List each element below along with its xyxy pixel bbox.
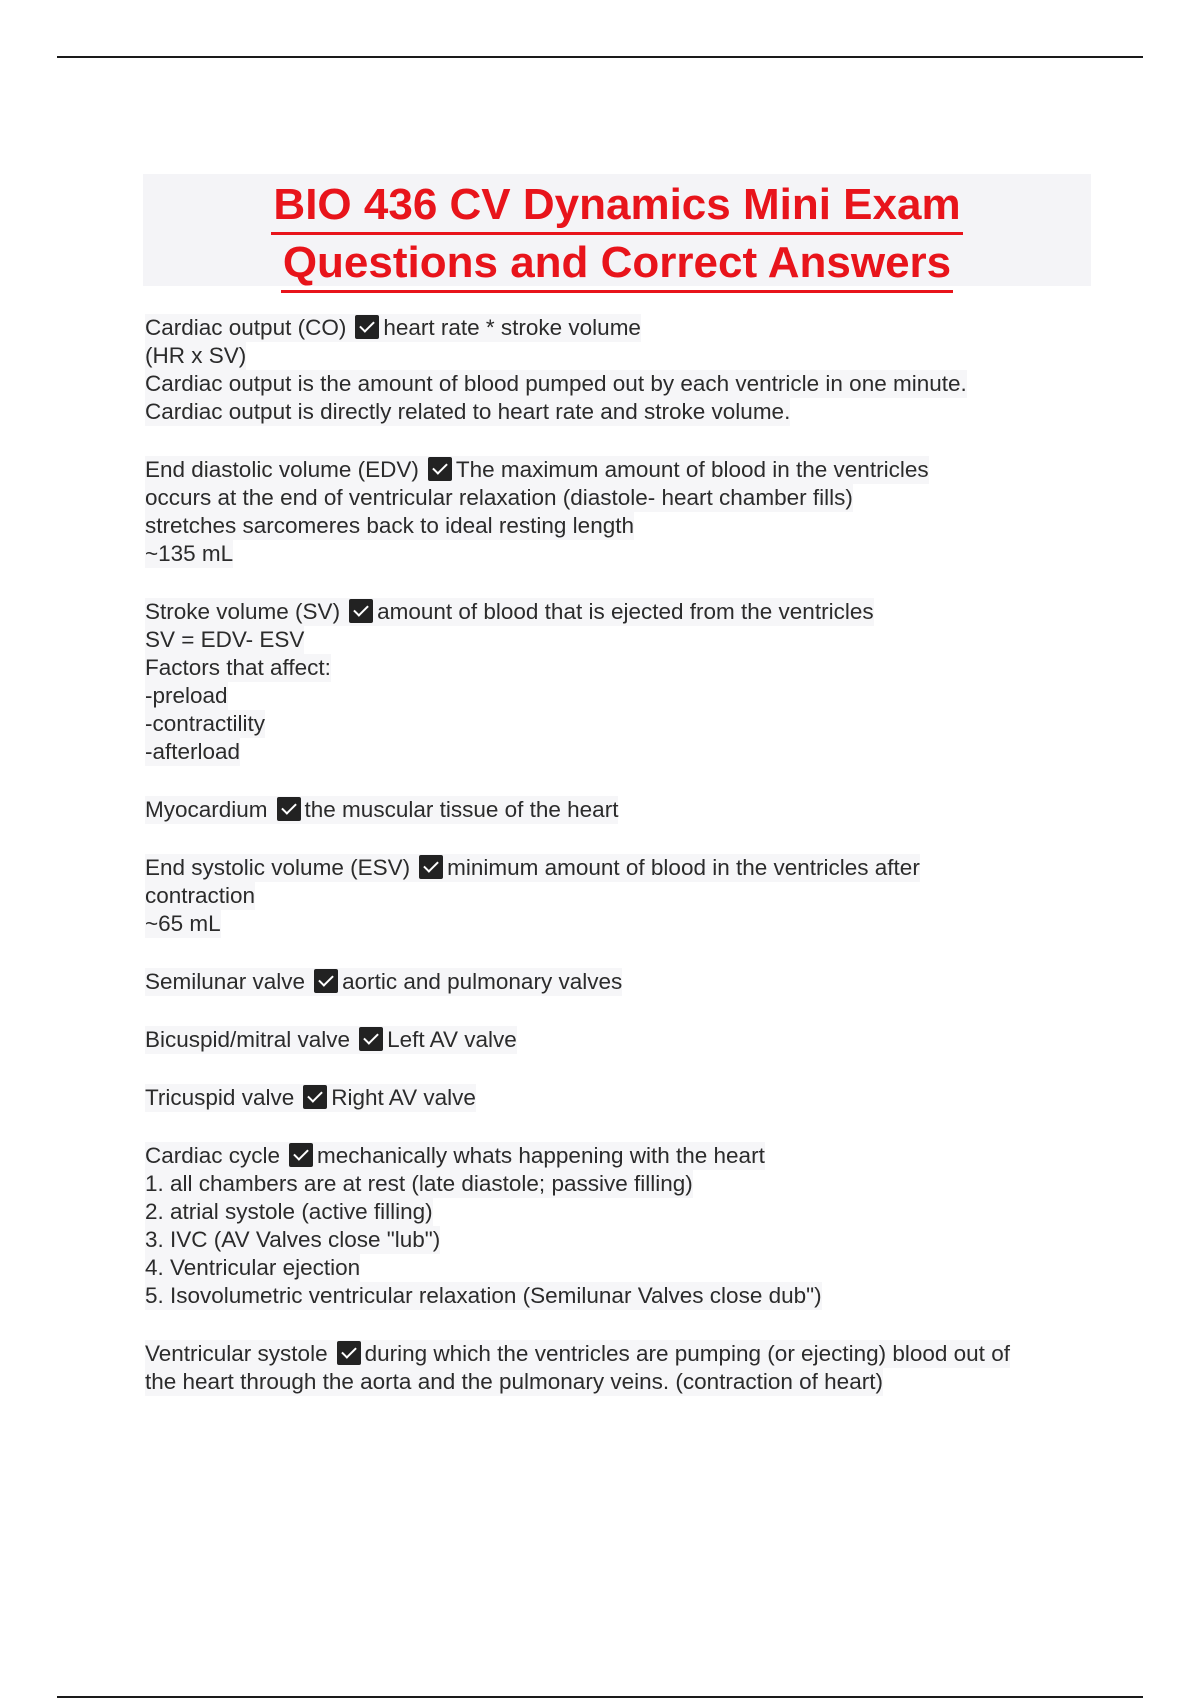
flashcard-answer: amount of blood that is ejected from the ventricles — [377, 599, 874, 624]
check-icon — [277, 797, 301, 821]
check-icon — [289, 1143, 313, 1167]
flashcard-answer: Right AV valve — [331, 1085, 476, 1110]
flashcard-question-line — [145, 1084, 476, 1112]
document-title — [143, 174, 1091, 286]
flashcard-answer: aortic and pulmonary valves — [342, 969, 623, 994]
flashcard-answer-line: SV = EDV- ESV — [145, 627, 305, 652]
flashcard-answer: the muscular tissue of the heart — [304, 797, 619, 822]
check-icon — [337, 1341, 361, 1365]
flashcard — [145, 456, 1105, 568]
flashcard-answer-line: stretches sarcomeres back to ideal resting length — [145, 513, 634, 538]
flashcard — [145, 1026, 1105, 1054]
flashcard-term: Myocardium — [145, 797, 268, 822]
flashcard-list — [145, 314, 1105, 1426]
flashcard-answer-line: 5. Isovolumetric ventricular relaxation (Semilunar Valves close dub") — [145, 1283, 822, 1308]
flashcard-answer-line: ~135 mL — [145, 541, 234, 566]
flashcard-question-line — [145, 854, 920, 882]
flashcard-question-line — [145, 1340, 1010, 1368]
flashcard-answer-line: 1. all chambers are at rest (late diastole; passive filling) — [145, 1171, 693, 1196]
check-icon — [303, 1085, 327, 1109]
flashcard-term: Cardiac output (CO) — [145, 315, 347, 340]
flashcard-answer: heart rate * stroke volume — [383, 315, 641, 340]
flashcard — [145, 1142, 1105, 1310]
flashcard-answer-line: 2. atrial systole (active filling) — [145, 1199, 433, 1224]
flashcard-term: Stroke volume (SV) — [145, 599, 341, 624]
flashcard-answer-line: the heart through the aorta and the pulmonary veins. (contraction of heart) — [145, 1369, 883, 1394]
flashcard-question-line — [145, 456, 929, 484]
flashcard-question-line — [145, 1142, 765, 1170]
check-icon — [419, 855, 443, 879]
flashcard-term: Cardiac cycle — [145, 1143, 281, 1168]
flashcard-question-line — [145, 796, 618, 824]
flashcard-answer-line: Cardiac output is directly related to heart rate and stroke volume. — [145, 399, 791, 424]
bottom-rule — [57, 1696, 1143, 1698]
check-icon — [349, 599, 373, 623]
flashcard-answer-line: ~65 mL — [145, 911, 221, 936]
flashcard — [145, 796, 1105, 824]
flashcard-answer-line: -afterload — [145, 739, 241, 764]
flashcard-answer-line: -contractility — [145, 711, 266, 736]
flashcard-answer: The maximum amount of blood in the ventricles — [455, 457, 929, 482]
flashcard-question-line — [145, 1026, 517, 1054]
flashcard — [145, 314, 1105, 426]
title-line-1: BIO 436 CV Dynamics Mini Exam — [271, 177, 962, 235]
flashcard-answer-line: occurs at the end of ventricular relaxation (diastole- heart chamber fills) — [145, 485, 853, 510]
flashcard — [145, 598, 1105, 766]
flashcard-answer: Left AV valve — [387, 1027, 517, 1052]
check-icon — [359, 1027, 383, 1051]
flashcard-question-line — [145, 598, 874, 626]
flashcard — [145, 1084, 1105, 1112]
flashcard-term: End systolic volume (ESV) — [145, 855, 411, 880]
flashcard-answer: during which the ventricles are pumping (or ejecting) blood out of — [364, 1341, 1010, 1366]
check-icon — [428, 457, 452, 481]
check-icon — [314, 969, 338, 993]
flashcard-term: Tricuspid valve — [145, 1085, 295, 1110]
flashcard-answer-line: contraction — [145, 883, 256, 908]
flashcard — [145, 968, 1105, 996]
flashcard-answer-line: 3. IVC (AV Valves close "lub") — [145, 1227, 441, 1252]
flashcard-answer-line: Factors that affect: — [145, 655, 331, 680]
flashcard-answer-line: (HR x SV) — [145, 343, 247, 368]
flashcard-answer-line: 4. Ventricular ejection — [145, 1255, 361, 1280]
check-icon — [355, 315, 379, 339]
flashcard-answer: minimum amount of blood in the ventricles after — [447, 855, 920, 880]
flashcard-term: Bicuspid/mitral valve — [145, 1027, 351, 1052]
flashcard-question-line — [145, 314, 641, 342]
flashcard — [145, 854, 1105, 938]
flashcard-term: End diastolic volume (EDV) — [145, 457, 419, 482]
flashcard — [145, 1340, 1105, 1396]
flashcard-answer: mechanically whats happening with the heart — [317, 1143, 765, 1168]
flashcard-answer-line: Cardiac output is the amount of blood pumped out by each ventricle in one minute. — [145, 371, 967, 396]
flashcard-term: Ventricular systole — [145, 1341, 328, 1366]
flashcard-question-line — [145, 968, 622, 996]
flashcard-answer-line: -preload — [145, 683, 228, 708]
title-line-2: Questions and Correct Answers — [281, 235, 953, 293]
top-rule — [57, 56, 1143, 58]
flashcard-term: Semilunar valve — [145, 969, 306, 994]
